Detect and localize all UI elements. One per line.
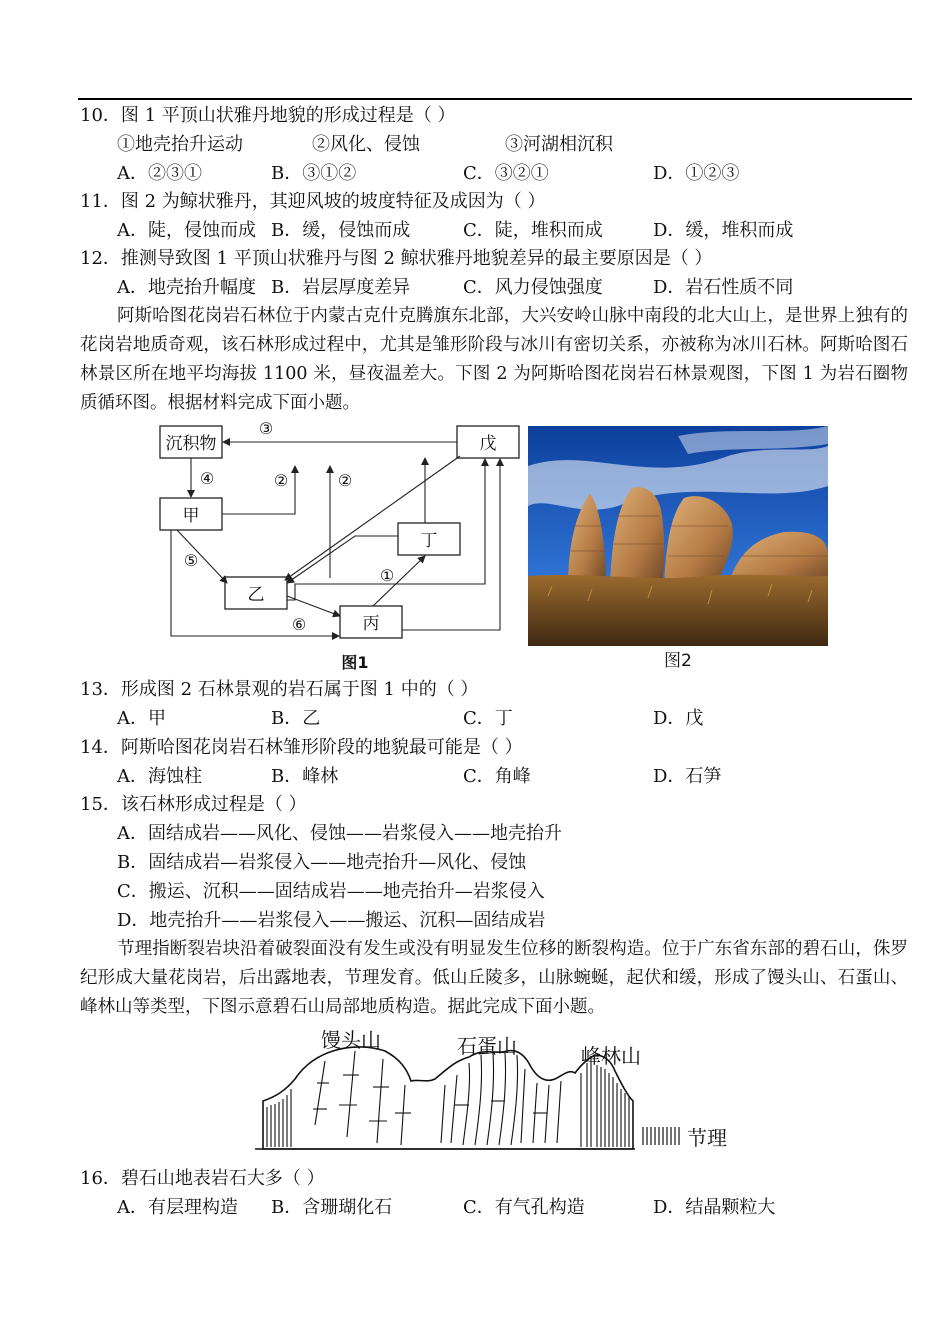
q11-option-a[interactable]: A．陡，侵蚀而成 <box>117 220 256 241</box>
label-joint-legend: 节理 <box>687 1126 727 1150</box>
q10-item-2: ②风化、侵蚀 <box>312 134 420 155</box>
q14-option-d[interactable]: D．石笋 <box>653 766 722 787</box>
q13-option-a[interactable]: A．甲 <box>117 708 166 729</box>
joint-structure-diagram <box>255 1025 745 1157</box>
stone-forest-photo <box>528 426 828 646</box>
q11-stem: 11．图 2 为鲸状雅丹，其迎风坡的坡度特征及成因为（ ） <box>80 191 546 212</box>
marker-1: ① <box>379 566 395 585</box>
q10-item-1: ①地壳抬升运动 <box>117 134 243 155</box>
q15-option-d[interactable]: D．地壳抬升——岩浆侵入——搬运、沉积—固结成岩 <box>117 910 546 931</box>
label-yi: 乙 <box>247 585 265 605</box>
q10-option-a[interactable]: A．②③① <box>117 163 202 184</box>
arrow-wu-yi <box>285 456 460 580</box>
label-mantou-mountain: 馒头山 <box>321 1028 381 1052</box>
q16-option-a[interactable]: A．有层理构造 <box>117 1197 238 1218</box>
q10-option-b[interactable]: B．③①② <box>271 163 357 184</box>
marker-2a: ② <box>273 471 289 490</box>
q11-option-d[interactable]: D．缓，堆积而成 <box>653 220 794 241</box>
q12-option-b[interactable]: B．岩层厚度差异 <box>271 277 411 298</box>
q11-option-c[interactable]: C．陡，堆积而成 <box>463 220 603 241</box>
q14-option-c[interactable]: C．角峰 <box>463 766 531 787</box>
header-rule <box>78 98 912 100</box>
q14-option-b[interactable]: B．峰林 <box>271 766 339 787</box>
figure2-caption: 图2 <box>664 651 692 671</box>
q13-option-c[interactable]: C．丁 <box>463 708 513 729</box>
q15-option-c[interactable]: C．搬运、沉积——固结成岩——地壳抬升—岩浆侵入 <box>117 881 545 902</box>
q15-option-a[interactable]: A．固结成岩——风化、侵蚀——岩浆侵入——地壳抬升 <box>117 823 562 844</box>
q12-stem: 12．推测导致图 1 平顶山状雅丹与图 2 鲸状雅丹地貌差异的最主要原因是（ ） <box>80 248 713 269</box>
q15-stem: 15．该石林形成过程是（ ） <box>80 794 307 815</box>
q10-option-d[interactable]: D．①②③ <box>653 163 740 184</box>
q16-option-b[interactable]: B．含珊瑚化石 <box>271 1197 393 1218</box>
q10-option-c[interactable]: C．③②① <box>463 163 549 184</box>
figure1-caption: 图1 <box>341 653 369 672</box>
label-shidan-mountain: 石蛋山 <box>457 1034 517 1058</box>
label-fenglin-mountain: 峰林山 <box>581 1044 641 1068</box>
label-wu: 戊 <box>479 434 497 454</box>
passage-stone-forest: 阿斯哈图花岗岩石林位于内蒙古克什克腾旗东北部，大兴安岭山脉中南段的北大山上，是世界上独有的花岗岩地质奇观，该石林形成过程中，尤其是雏形阶段与冰川有密切关系，亦被称为冰川石林。阿斯哈图石林景区所在地平均海拔 1100 米，昼夜温差大。下图 2 为阿斯哈图花岗岩石林景观图，下图 1 为岩石圈物质循环图。根据材料完成下面小题。 <box>80 306 908 413</box>
q11-option-b[interactable]: B．缓，侵蚀而成 <box>271 220 411 241</box>
q16-stem: 16．碧石山地表岩石大多（ ） <box>80 1168 325 1189</box>
marker-5: ⑤ <box>183 551 199 570</box>
q10-stem: 10．图 1 平顶山状雅丹地貌的形成过程是（ ） <box>80 105 456 126</box>
q14-option-a[interactable]: A．海蚀柱 <box>117 766 202 787</box>
q10-item-3: ③河湖相沉积 <box>505 134 613 155</box>
q13-option-b[interactable]: B．乙 <box>271 708 321 729</box>
q14-stem: 14．阿斯哈图花岗岩石林雏形阶段的地貌最可能是（ ） <box>80 737 523 758</box>
marker-3: ③ <box>258 419 274 438</box>
q13-stem: 13．形成图 2 石林景观的岩石属于图 1 中的（ ） <box>80 679 479 700</box>
marker-4: ④ <box>199 469 215 488</box>
q12-option-d[interactable]: D．岩石性质不同 <box>653 277 794 298</box>
label-sediment: 沉积物 <box>165 434 217 454</box>
q12-option-c[interactable]: C．风力侵蚀强度 <box>463 277 603 298</box>
q13-option-d[interactable]: D．戊 <box>653 708 704 729</box>
q16-option-c[interactable]: C．有气孔构造 <box>463 1197 585 1218</box>
q12-option-a[interactable]: A．地壳抬升幅度 <box>117 277 256 298</box>
label-ding: 丁 <box>420 531 438 551</box>
marker-6: ⑥ <box>291 615 307 634</box>
marker-2b: ② <box>337 471 353 490</box>
passage-bishi-mountain: 节理指断裂岩块沿着破裂面没有发生或没有明显发生位移的断裂构造。位于广东省东部的碧石山，侏罗纪形成大量花岗岩，后出露地表，节理发育。低山丘陵多，山脉蜿蜒，起伏和缓，形成了馒头山、石蛋山、峰林山等类型，下图示意碧石山局部地质构造。据此完成下面小题。 <box>80 939 908 1017</box>
label-bing: 丙 <box>362 614 380 634</box>
q15-option-b[interactable]: B．固结成岩—岩浆侵入——地壳抬升—风化、侵蚀 <box>117 852 527 873</box>
rock-cycle-diagram <box>155 418 525 674</box>
label-jia: 甲 <box>182 506 200 526</box>
q16-option-d[interactable]: D．结晶颗粒大 <box>653 1197 776 1218</box>
